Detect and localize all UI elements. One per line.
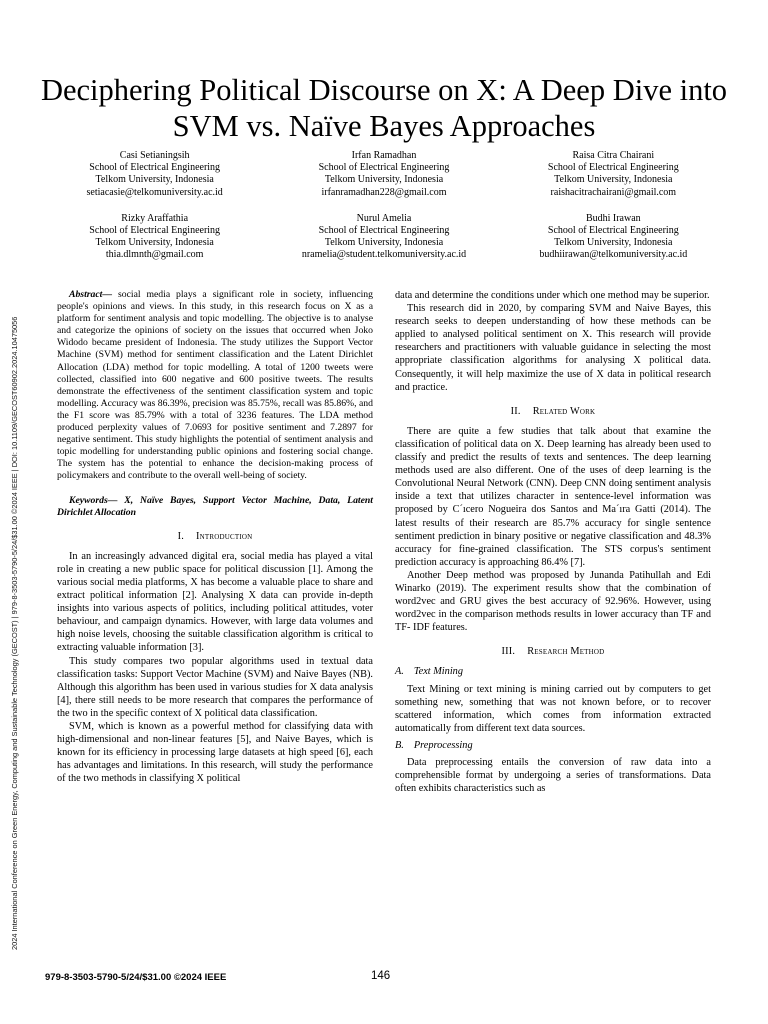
- paragraph: There are quite a few studies that talk about that examine the classification of political data on X. Deep learning has already been used to classify and predict the results of texts and sentences. The deep learning methods used are also different. One of the uses of deep learning is the Convolutional Neural Network (CNN). Deep CNN doing sentiment analysis inside a text that utilizes character in sentence-level information was proposed by C´ıcero Nogueira dos Santos and Ma´ıra Gatti (2014). The latest results of their research are 85.7% accuracy for single sentence sentiment prediction in binary positive or negative classification and 48.3% accuracy for fine-grained classification. The STS corpus's sentiment prediction accuracy is approaching 86.4% [7].: [395, 425, 711, 568]
- author-dept: School of Electrical Engineering: [89, 225, 221, 237]
- abstract-label: Abstract—: [69, 289, 113, 300]
- paragraph: Data preprocessing entails the conversion of raw data into a comprehensible format by undergoing a series of transformations. Data often exhibits characteristics such as: [395, 757, 711, 795]
- author-block: [40, 150, 728, 262]
- paragraph: SVM, which is known as a powerful method for classifying data with high-dimensional and non-linear features [5], and Naive Bayes, which is known for its efficiency in processing large datasets at high speed [6], each has advantages and limitations. In this research, will study the performance of the two methods in classifying X political: [57, 721, 373, 785]
- section-number: II.: [510, 405, 521, 417]
- side-identifier: 2024 International Conference on Green Energy, Computing and Sustainable Technology (GECOST) | 979-8-3503-5790-5/24/$31.00 ©2024 IEEE | DOI: 10.1109/GECOST60902.2024.10475056: [10, 316, 19, 950]
- author-name: Rizky Araffathia: [121, 212, 189, 224]
- author-5: [269, 213, 498, 262]
- subsection-title: Preprocessing: [413, 739, 473, 751]
- subsection-heading-preprocessing: [395, 739, 711, 752]
- left-column: [57, 289, 373, 785]
- paragraph: Text Mining or text mining is mining carried out by computers to get something new, something that was not known before, or to recover scattered information, which comes from information extracted automatically from different text data sources.: [395, 683, 711, 734]
- author-email: raishacitrachairani@gmail.com: [550, 186, 677, 198]
- author-6: [499, 213, 728, 262]
- author-name: Raisa Citra Chairani: [572, 150, 655, 161]
- author-name: Nurul Amelia: [356, 212, 412, 224]
- author-email: budhiirawan@telkomuniversity.ac.id: [539, 249, 688, 261]
- paragraph: Another Deep method was proposed by Junanda Patihullah and Edi Winarko (2019). The experiment results show that the combination of word2vec and GRU gives the best accuracy of 92.96%. However, using word2vec in the comparison methods results in lower accuracy than TF and TF- IDF features.: [395, 569, 711, 634]
- author-4: [40, 213, 269, 262]
- paragraph: data and determine the conditions under which one method may be superior.: [395, 290, 710, 301]
- paragraph: In an increasingly advanced digital era, social media has played a vital role in creating a new public space for political discussion [1]. Among the various social media platforms, X has become a valuable place to share and extract political information [2]. Analysing X data can provide in-depth insights into various aspects of politics, including political attitudes, voter behaviour, and campaign dynamics. However, with large data volumes and high noise levels, choosing the suitable classification algorithm is critical to extracting valuable information [3].: [57, 550, 373, 654]
- author-dept: School of Electrical Engineering: [89, 162, 221, 174]
- right-column: [395, 289, 711, 795]
- page-number: 146: [371, 970, 391, 982]
- author-org: Telkom University, Indonesia: [95, 237, 214, 249]
- author-org: Telkom University, Indonesia: [95, 174, 214, 186]
- author-email: thia.dlmnth@gmail.com: [105, 249, 204, 261]
- section-title: Introduction: [196, 530, 253, 542]
- subsection-heading-text-mining: [395, 665, 711, 678]
- section-heading-related-work: [395, 405, 711, 418]
- author-3: [499, 150, 728, 199]
- author-name: Irfan Ramadhan: [351, 150, 417, 161]
- section-number: I.: [177, 530, 184, 542]
- subsection-title: Text Mining: [413, 666, 463, 678]
- section-heading-introduction: [57, 530, 373, 543]
- section-heading-research-method: [395, 645, 711, 658]
- author-2: [269, 150, 498, 199]
- paragraph: This study compares two popular algorithms used in textual data classification tasks: Support Vector Machine (SVM) and Naive Bayes (NB). Although this algorithm has been used in various studies for X data analysis [4], there still needs to be more research that compares the performance of the two in the specific context of X political data classification.: [57, 655, 373, 719]
- section-title: Related Work: [532, 405, 596, 417]
- paper-title: Deciphering Political Discourse on X: A Deep Dive into SVM vs. Naïve Bayes Approaches: [40, 73, 728, 143]
- author-org: Telkom University, Indonesia: [554, 237, 673, 249]
- author-name: Budhi Irawan: [585, 212, 641, 224]
- author-dept: School of Electrical Engineering: [547, 162, 679, 174]
- section-number: III.: [501, 646, 516, 658]
- abstract: [57, 289, 373, 483]
- keywords-label: Keywords—: [69, 494, 118, 506]
- subsection-number: A.: [395, 666, 404, 678]
- author-org: Telkom University, Indonesia: [324, 174, 444, 186]
- author-dept: School of Electrical Engineering: [318, 225, 450, 237]
- author-dept: School of Electrical Engineering: [318, 162, 450, 174]
- subsection-number: B.: [395, 739, 404, 751]
- keywords: [57, 495, 373, 519]
- author-email: irfanramadhan228@gmail.com: [321, 186, 447, 198]
- keywords-text: X, Naïve Bayes, Support Vector Machine, Data, Latent Dirichlet Allocation: [57, 494, 373, 518]
- author-dept: School of Electrical Engineering: [547, 225, 679, 237]
- abstract-text: social media plays a significant role in society, influencing people's opinions and views. In this study, in this research focus on X as a platform for sentiment analysis and topic modelling. The objective is to analyse and categorize the opinions of society on the issues that occurred when Joko Widodo became president of Indonesia. The study utilizes the Support Vector Machine (SVM) method for sentiment classification and the Latent Dirichlet Allocation (LDA) method for topic modelling. A total of 1200 tweets were collected, classified into 600 negative and 600 positive tweets. The results demonstrate the effectiveness of the sentiment classification system and topic modelling. Accuracy was 86.39%, precision was 85.75%, recall was 85.86%, and the F1 score was 85.79% with a total of 3236 features. The LDA method produced perplexity values of 7.0693 for positive sentiment and 7.2897 for negative sentiment. This study highlights the potential of sentiment analysis and topic modelling for understanding public opinions and fostering social change. The system has the potential to enhance the decision-making process of policymakers and contribute to the overall well-being of society.: [57, 289, 373, 482]
- author-1: [40, 150, 269, 199]
- footer-isbn: 979-8-3503-5790-5/24/$31.00 ©2024 IEEE: [45, 972, 227, 983]
- author-email: setiacasie@telkomuniversity.ac.id: [86, 186, 223, 198]
- author-org: Telkom University, Indonesia: [324, 237, 444, 249]
- paragraph: This research did in 2020, by comparing SVM and Naive Bayes, this research seeks to deepen understanding of how these methods can be applied to analysed political sentiment on X. This research will provide researchers and practitioners with valuable guidance in selecting the most appropriate classification algorithms for analysing X political data. Consequently, it will help maximize the use of X data in political research and practice.: [395, 303, 711, 393]
- author-email: nramelia@student.telkomuniversity.ac.id: [301, 249, 467, 261]
- author-org: Telkom University, Indonesia: [554, 174, 673, 186]
- author-name: Casi Setianingsih: [119, 150, 190, 161]
- section-title: Research Method: [527, 646, 605, 658]
